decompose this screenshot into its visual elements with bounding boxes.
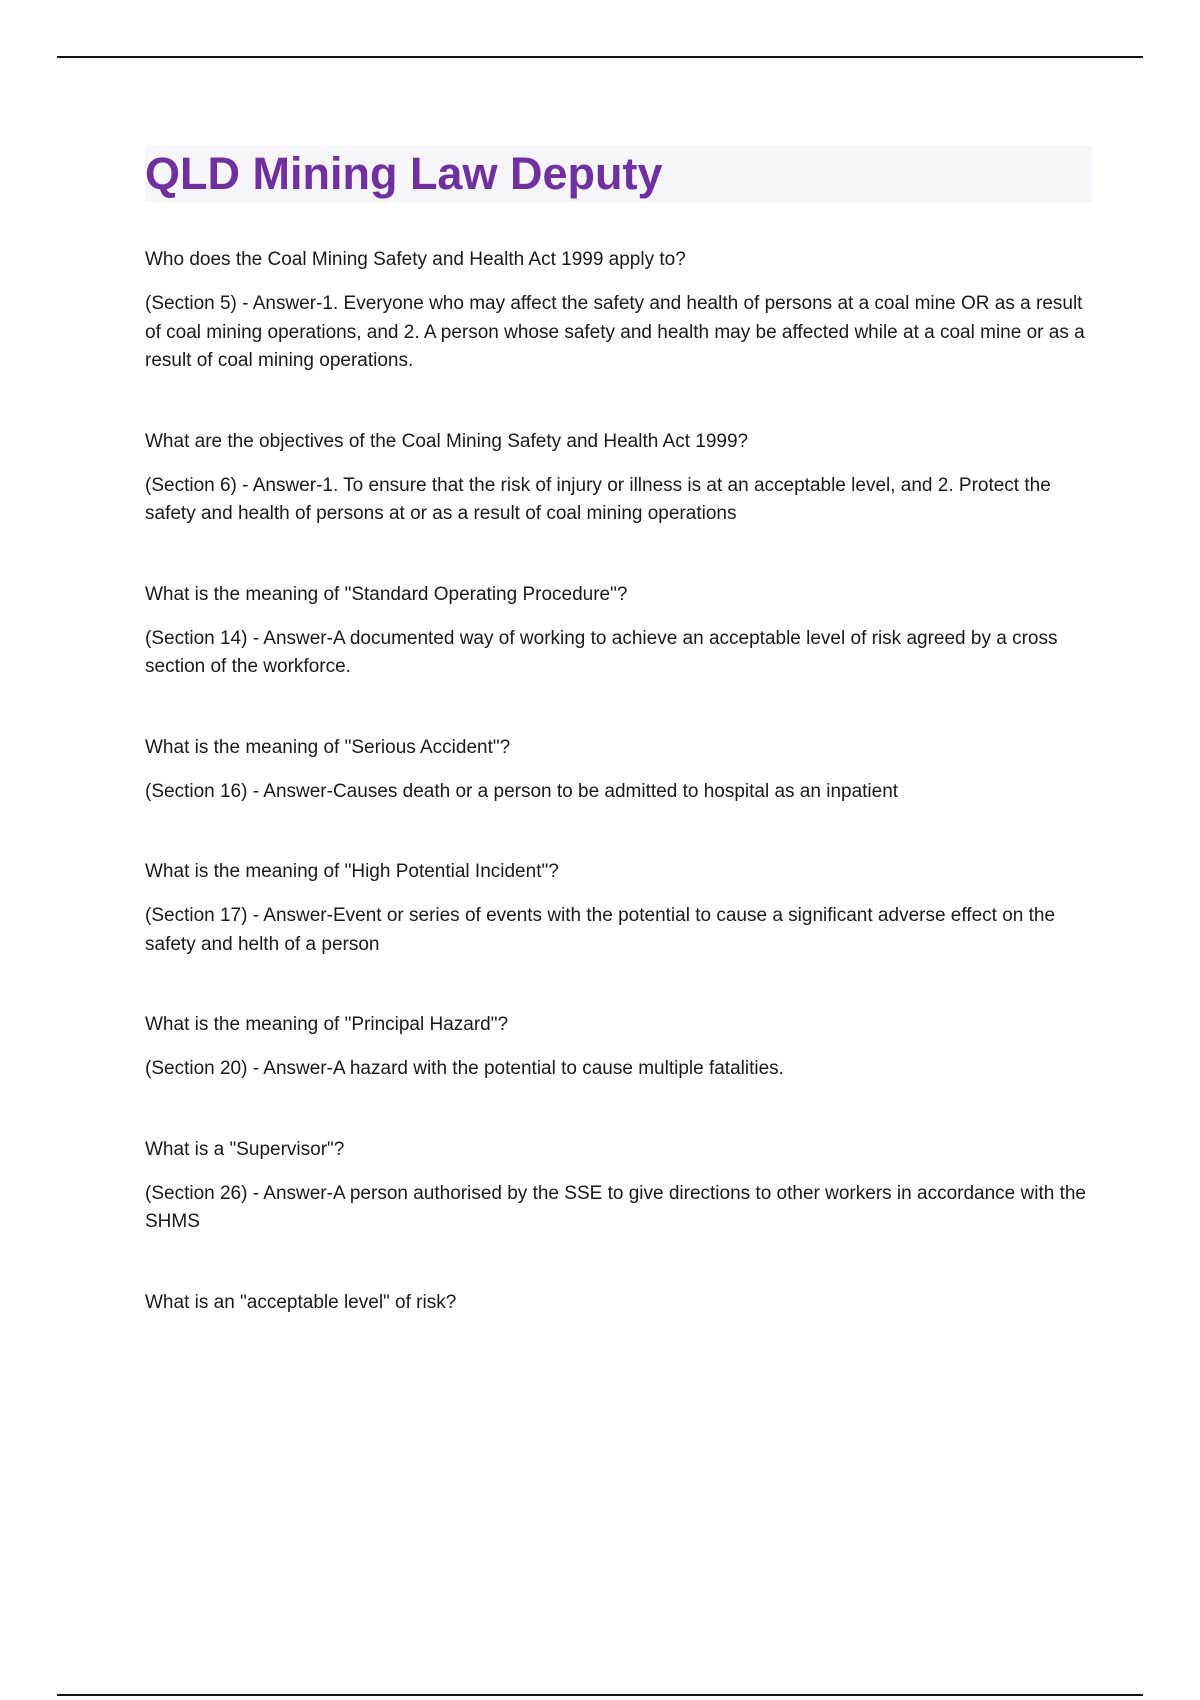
qa-item bbox=[145, 581, 1093, 682]
header-rule bbox=[57, 56, 1143, 58]
answer-text: (Section 16) - Answer-Causes death or a person to be admitted to hospital as an inpatient bbox=[145, 780, 899, 802]
qa-list bbox=[145, 246, 1093, 1317]
qa-item bbox=[145, 428, 1093, 529]
qa-item bbox=[145, 1289, 1093, 1317]
qa-item bbox=[145, 246, 1093, 376]
document-body bbox=[145, 146, 1093, 1369]
qa-item bbox=[145, 1011, 1093, 1084]
qa-item bbox=[145, 734, 1093, 807]
qa-item bbox=[145, 1136, 1093, 1237]
footer-rule bbox=[57, 1694, 1143, 1696]
answer-text: (Section 20) - Answer-A hazard with the potential to cause multiple fatalities. bbox=[145, 1058, 784, 1079]
title-band bbox=[145, 146, 1093, 202]
question-text: Who does the Coal Mining Safety and Health Act 1999 apply to? bbox=[145, 249, 686, 270]
answer-text: (Section 26) - Answer-A person authorised by the SSE to give directions to other workers in accordance with the SHMS bbox=[145, 1182, 1086, 1232]
answer-text: (Section 6) - Answer-1. To ensure that the risk of injury or illness is at an acceptable level, and 2. Protect the safety and health of persons at or as a result of coal mining operations bbox=[145, 474, 1051, 524]
answer-text: (Section 17) - Answer-Event or series of events with the potential to cause a significant adverse effect on the safety and helth of a person bbox=[145, 905, 1056, 955]
answer-text: (Section 5) - Answer-1. Everyone who may affect the safety and health of persons at a coal mine OR as a result of coal mining operations, and 2. A person whose safety and health may be affected while at a coal mine or as a result of coal mining operations. bbox=[145, 293, 1085, 371]
qa-item bbox=[145, 858, 1093, 959]
question-text: What is the meaning of "Serious Accident"? bbox=[145, 736, 511, 758]
question-text: What is the meaning of "Standard Operating Procedure"? bbox=[145, 583, 628, 605]
document-title: QLD Mining Law Deputy bbox=[145, 148, 663, 199]
question-text: What is the meaning of "Principal Hazard"? bbox=[145, 1014, 509, 1035]
question-text: What is an "acceptable level" of risk? bbox=[145, 1291, 457, 1313]
question-text: What is the meaning of "High Potential Incident"? bbox=[145, 861, 559, 882]
question-text: What are the objectives of the Coal Mining Safety and Health Act 1999? bbox=[145, 430, 749, 452]
answer-text: (Section 14) - Answer-A documented way of working to achieve an acceptable level of risk agreed by a cross section of the workforce. bbox=[145, 627, 1058, 677]
question-text: What is a "Supervisor"? bbox=[145, 1138, 345, 1160]
